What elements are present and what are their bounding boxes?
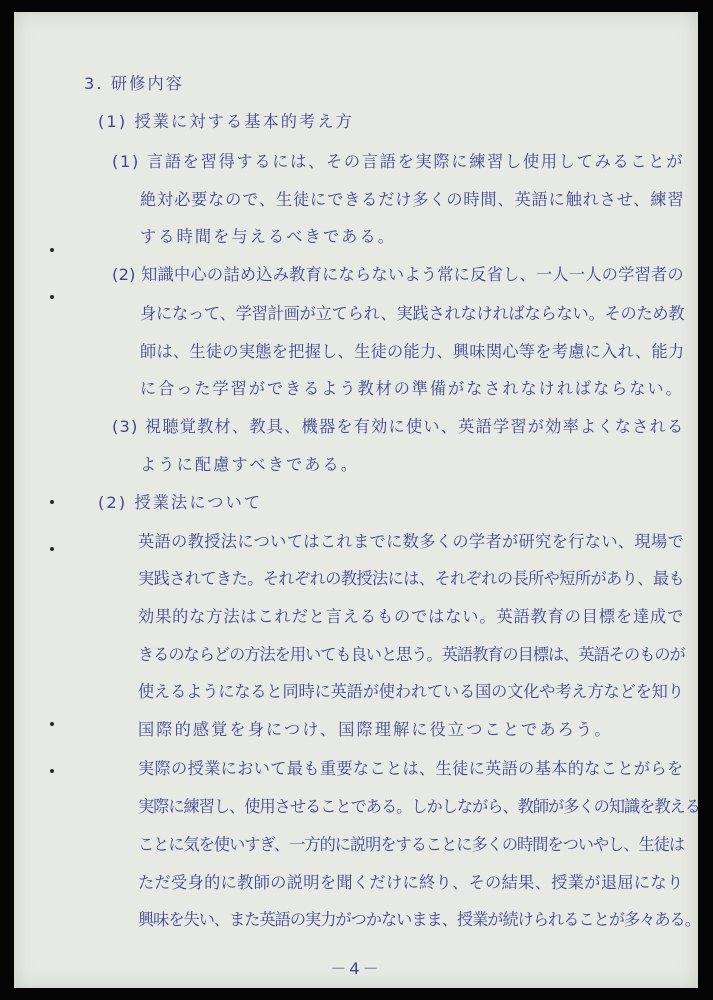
- binding-hole: [50, 722, 54, 726]
- paragraph-line: 国際的感覚を身につけ、国際理解に役立つことであろう。: [138, 720, 613, 739]
- item-2-line: に合った学習ができるよう教材の準備がなされなければならない。: [140, 379, 684, 398]
- paragraph-line: ことに気を使いすぎ、一方的に説明をすることに多くの時間をついやし、生徒は: [138, 835, 685, 854]
- binding-hole: [50, 547, 54, 551]
- paragraph-line: 興味を失い、また英語の実力がつかないまま、授業が続けられることが多々ある。: [138, 910, 700, 929]
- paragraph-line: ただ受身的に教師の説明を聞くだけに終り、その結果、授業が退屈になり: [138, 873, 684, 892]
- page-number: －4－: [330, 959, 382, 978]
- item-1-line: 絶対必要なので、生徒にできるだけ多くの時間、英語に触れさせ、練習: [140, 190, 685, 209]
- item-1-line: (1) 言語を習得するには、その言語を実際に練習し使用してみることが: [112, 152, 685, 171]
- item-2-line: 師は、生徒の実態を把握し、生徒の能力、興味関心等を考慮に入れ、能力: [140, 342, 685, 361]
- paragraph-line: 使えるようになると同時に英語が使われている国の文化や考え方などを知り: [138, 682, 684, 701]
- paragraph-line: 英語の教授法についてはこれまでに数多くの学者が研究を行ない、現場で: [138, 532, 685, 551]
- section-heading: 3. 研修内容: [84, 74, 185, 93]
- document-page: [14, 12, 698, 988]
- paragraph-line: 効果的な方法はこれだと言えるものではない。英語教育の目標を達成で: [138, 607, 685, 626]
- item-2-line: 身になって、学習計画が立てられ、実践されなければならない。そのため教: [140, 304, 685, 323]
- item-1-line: する時間を与えるべきである。: [140, 227, 397, 246]
- item-3-line: ように配慮すべきである。: [140, 455, 360, 474]
- item-3-line: (3) 視聴覚教材、教具、機器を有効に使い、英語学習が効率よくなされる: [112, 417, 685, 436]
- paragraph-line: 実際に練習し、使用させることである。しかしながら、教師が多くの知識を教える: [138, 797, 700, 816]
- item-2-line: (2) 知識中心の詰め込み教育にならないよう常に反省し、一人一人の学習者の: [112, 265, 684, 284]
- subsection-heading: (2) 授業法について: [98, 493, 263, 512]
- paragraph-line: 実践されてきた。それぞれの教授法には、それぞれの長所や短所があり、最も: [138, 569, 685, 588]
- subsection-heading: (1) 授業に対する基本的考え方: [98, 112, 354, 131]
- binding-hole: [50, 248, 54, 252]
- binding-hole: [50, 500, 54, 504]
- paragraph-line: 実際の授業において最も重要なことは、生徒に英語の基本的なことがらを: [138, 759, 684, 778]
- binding-hole: [50, 295, 54, 299]
- binding-hole: [50, 769, 54, 773]
- paragraph-line: きるのならどの方法を用いても良いと思う。英語教育の目標は、英語そのものが: [138, 645, 685, 664]
